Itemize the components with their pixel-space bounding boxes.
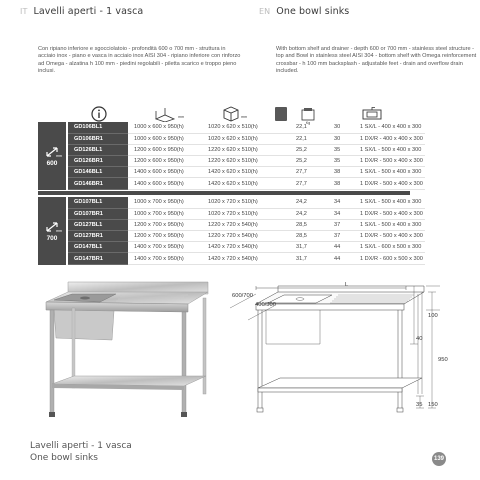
bowl-size-cell: 1 DX/R - 600 x 500 x 300: [355, 253, 425, 264]
table-row: [68, 208, 425, 219]
weight-gross-icon: [300, 104, 316, 124]
gross-weight-cell: 34: [329, 208, 355, 219]
bowl-size-cell: 1 SX/L - 500 x 400 x 300: [355, 144, 425, 155]
bowl-size-cell: 1 SX/L - 500 x 400 x 300: [355, 167, 425, 178]
table-row: [68, 178, 425, 189]
dimensions-cell: 1000 x 600 x 950(h): [128, 122, 203, 133]
dimensions-cell: 1400 x 600 x 950(h): [128, 178, 203, 189]
depth-value-600: 600: [46, 159, 58, 167]
product-code: GD127BR1: [68, 231, 128, 242]
dim-length: L: [345, 282, 349, 288]
product-code: GD146BR1: [68, 178, 128, 189]
packaging-cell: 1020 x 720 x 510(h): [203, 208, 282, 219]
gross-weight-cell: 34: [329, 197, 355, 208]
bowl-size-cell: 1 DX/R - 500 x 400 x 300: [355, 178, 425, 189]
product-code: GD146BL1: [68, 167, 128, 178]
packaging-cell: 1020 x 620 x 510(h): [203, 122, 282, 133]
dim-depth: 600/700: [232, 293, 253, 299]
packaging-cell: 1420 x 720 x 540(h): [203, 253, 282, 264]
dim-bowl-depth: 400/500: [255, 302, 276, 308]
product-code: GD147BL1: [68, 242, 128, 253]
bowl-size-cell: 1 DX/R - 500 x 400 x 300: [355, 208, 425, 219]
table-row: [68, 242, 425, 253]
weight-icon: [275, 104, 287, 124]
lang-tag-en: EN: [259, 7, 271, 16]
product-code: GD106BR1: [68, 133, 128, 144]
title-italian: [20, 6, 143, 17]
table-row: [68, 122, 425, 133]
packaging-cell: 1420 x 620 x 510(h): [203, 167, 282, 178]
gross-weight-cell: 35: [329, 156, 355, 167]
gross-weight-cell: 44: [329, 242, 355, 253]
net-weight-cell: 22,1: [282, 122, 329, 133]
dimensions-cell: 1400 x 700 x 950(h): [128, 253, 203, 264]
description-italian: Con ripiano inferiore e sgocciolatoio - profondità 600 o 700 mm - struttura in acciaio inox - piano e vasca in acciaio inox AISI 304 - ripiano inferiore con rinforzo ad Omega - alzatina h 100 mm - piedini regolabili - piletta scarico e troppo pieno inclusi.: [38, 46, 241, 74]
bowl-size-cell: 1 SX/L - 400 x 400 x 300: [355, 122, 425, 133]
depth-group-600: [38, 122, 66, 190]
package-unit-label: mm: [241, 115, 247, 119]
net-weight-cell: 24,2: [282, 197, 329, 208]
net-weight-cell: 28,5: [282, 231, 329, 242]
bowl-size-cell: 1 SX/L - 500 x 400 x 300: [355, 197, 425, 208]
spec-table-600: [68, 122, 425, 190]
table-row: [68, 253, 425, 264]
dim-shelf: 150: [428, 402, 438, 408]
product-code: GD127BL1: [68, 219, 128, 230]
net-weight-cell: 24,2: [282, 208, 329, 219]
bowl-size-cell: 1 DX/R - 500 x 400 x 300: [355, 156, 425, 167]
product-code: GD126BR1: [68, 156, 128, 167]
table-row: [68, 231, 425, 242]
gross-weight-cell: 30: [329, 122, 355, 133]
net-weight-cell: 25,2: [282, 144, 329, 155]
packaging-cell: 1220 x 620 x 510(h): [203, 156, 282, 167]
net-weight-cell: 27,7: [282, 178, 329, 189]
table-row: [68, 156, 425, 167]
dim-40: 40: [416, 336, 423, 342]
net-weight-cell: 28,5: [282, 219, 329, 230]
packaging-cell: 1220 x 720 x 540(h): [203, 219, 282, 230]
depth-group-700: [38, 197, 66, 265]
table-row: [68, 219, 425, 230]
footer-title-en: One bowl sinks: [30, 453, 98, 463]
net-weight-cell: 22,1: [282, 133, 329, 144]
product-code: GD106BL1: [68, 122, 128, 133]
title-english: [259, 6, 349, 17]
dimensions-cell: 1200 x 700 x 950(h): [128, 219, 203, 230]
weight-unit-label: Kg: [278, 121, 284, 125]
page-number: 139: [432, 452, 446, 466]
dimensions-cell: 1400 x 700 x 950(h): [128, 242, 203, 253]
info-icon: [90, 104, 108, 124]
packaging-cell: 1020 x 720 x 510(h): [203, 197, 282, 208]
title-en-text: One bowl sinks: [276, 6, 350, 17]
gross-weight-cell: 38: [329, 178, 355, 189]
gross-weight-cell: 35: [329, 144, 355, 155]
group-separator: [38, 191, 410, 195]
depth-unit-label: mm: [56, 153, 62, 158]
footer-title: [30, 440, 132, 464]
dim-backsplash: 100: [428, 313, 438, 319]
net-weight-cell: 25,2: [282, 156, 329, 167]
product-photo: [38, 278, 216, 420]
packaging-cell: 1220 x 720 x 540(h): [203, 231, 282, 242]
dim-height: 950: [438, 357, 448, 363]
packaging-cell: 1420 x 720 x 540(h): [203, 242, 282, 253]
gross-weight-cell: 37: [329, 219, 355, 230]
weight-box: [275, 107, 287, 121]
gross-weight-cell: 44: [329, 253, 355, 264]
product-code: GD147BR1: [68, 253, 128, 264]
dimensions-cell: 1000 x 700 x 950(h): [128, 208, 203, 219]
packaging-cell: 1420 x 620 x 510(h): [203, 178, 282, 189]
table-row: [68, 197, 425, 208]
product-code: GD126BL1: [68, 144, 128, 155]
depth-value-700: 700: [46, 234, 58, 242]
product-code: GD107BL1: [68, 197, 128, 208]
sink-bowl-icon: [360, 104, 384, 124]
table-row: [68, 133, 425, 144]
depth-unit-label: mm: [56, 228, 62, 233]
lang-tag-it: IT: [20, 7, 28, 16]
dimensions-cell: 1000 x 600 x 950(h): [128, 133, 203, 144]
dimensions-cell: 1400 x 600 x 950(h): [128, 167, 203, 178]
bowl-size-cell: 1 SX/L - 500 x 400 x 300: [355, 219, 425, 230]
gross-weight-cell: 37: [329, 231, 355, 242]
net-weight-cell: 31,7: [282, 242, 329, 253]
dimensions-cell: 1000 x 700 x 950(h): [128, 197, 203, 208]
product-code: GD107BR1: [68, 208, 128, 219]
title-it-text: Lavelli aperti - 1 vasca: [33, 6, 144, 17]
bowl-size-cell: 1 DX/R - 500 x 400 x 300: [355, 231, 425, 242]
net-weight-cell: 31,7: [282, 253, 329, 264]
description-english: With bottom shelf and drainer - depth 600 or 700 mm - stainless steel structure - top and Bowl in stainless steel AISI 304 - bottom shelf with Omega reinforcement crossbar - h 100 mm backsplash - adjustable feet - drain and overflow drain included.: [276, 46, 477, 74]
dim-foot: 35: [416, 402, 423, 408]
footer-title-it: Lavelli aperti - 1 vasca: [30, 441, 132, 451]
dimensions-cell: 1200 x 700 x 950(h): [128, 231, 203, 242]
table-row: [68, 167, 425, 178]
bowl-size-cell: 1 DX/R - 400 x 400 x 300: [355, 133, 425, 144]
packaging-cell: 1020 x 620 x 510(h): [203, 133, 282, 144]
gross-weight-cell: 30: [329, 133, 355, 144]
spec-table-700: [68, 197, 425, 265]
dimensions-unit-label: mm: [178, 115, 184, 119]
table-row: [68, 144, 425, 155]
net-weight-cell: 27,7: [282, 167, 329, 178]
dimensions-cell: 1200 x 600 x 950(h): [128, 144, 203, 155]
packaging-cell: 1220 x 620 x 510(h): [203, 144, 282, 155]
gross-weight-cell: 38: [329, 167, 355, 178]
weight-gross-unit-label: Kg: [305, 121, 311, 125]
dimensions-cell: 1200 x 600 x 950(h): [128, 156, 203, 167]
package-box-icon: [220, 104, 247, 124]
ruler-dimensions-icon: [152, 104, 184, 124]
bowl-size-cell: 1 SX/L - 600 x 500 x 300: [355, 242, 425, 253]
spec-icon-row: [68, 104, 410, 125]
